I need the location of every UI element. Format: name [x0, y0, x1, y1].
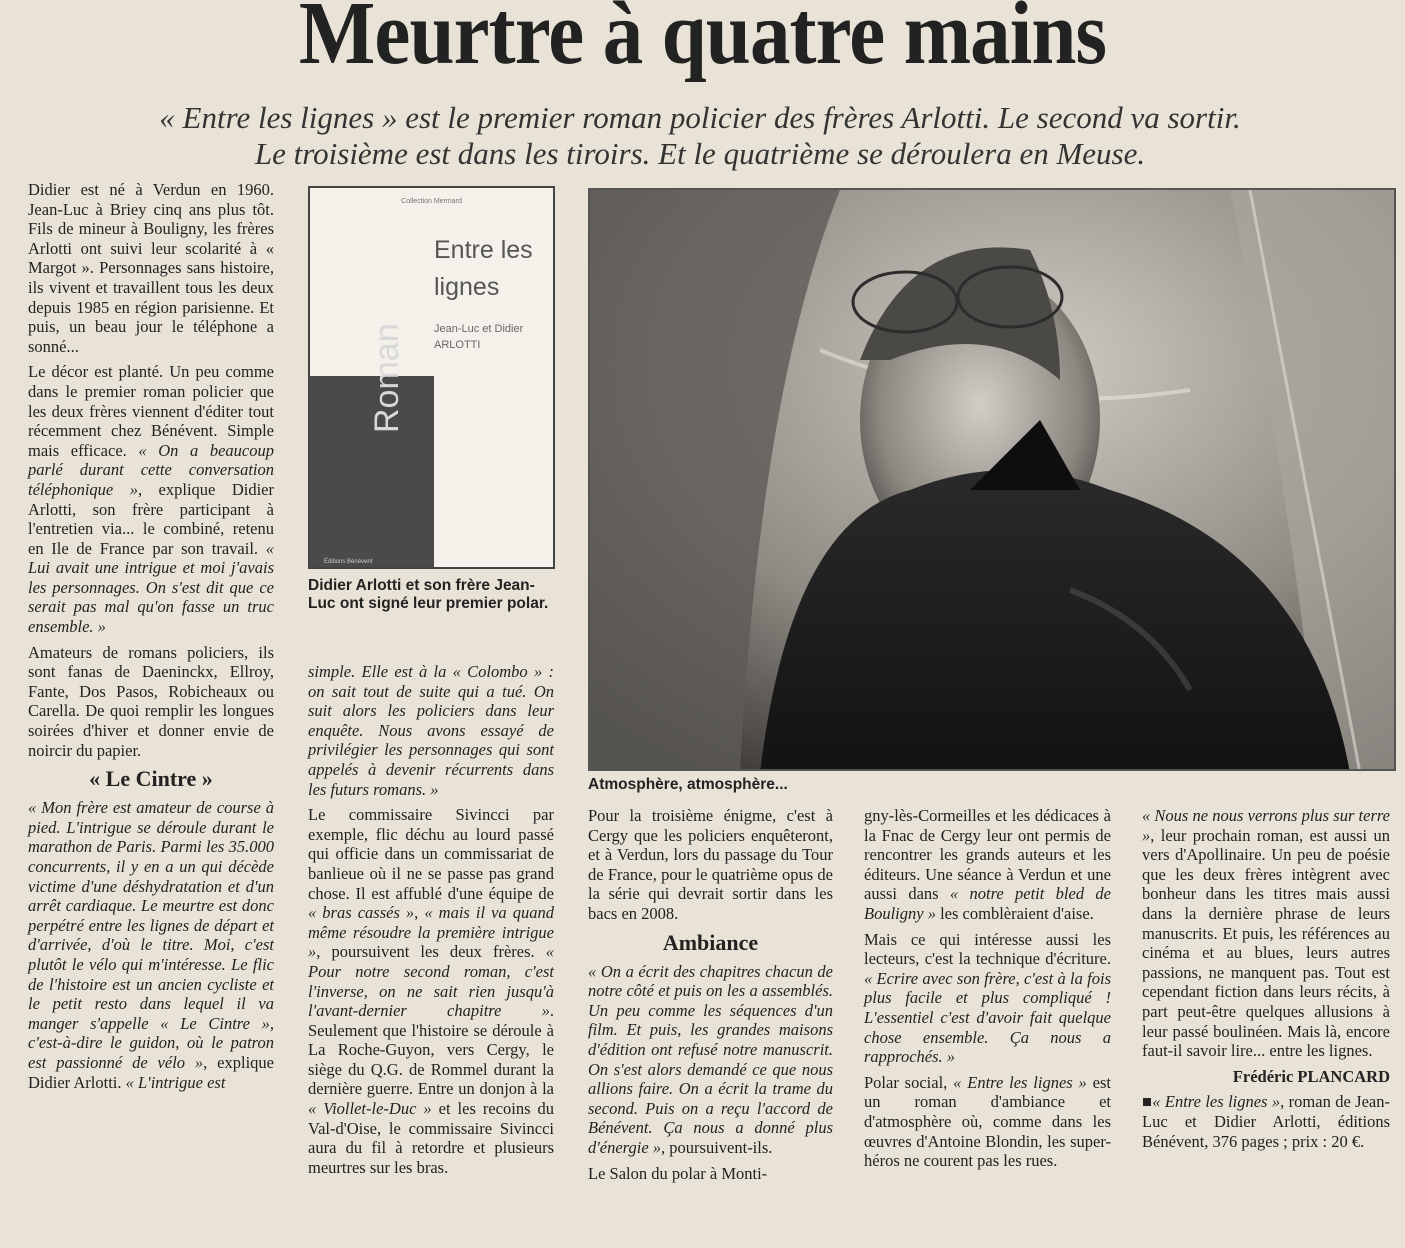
paragraph: Le commissaire Sivincci par exemple, flic déchu au lourd passé qui officie dans un commissariat de banlieue où il ne se passe pas grand chose. Il est affublé d'une équipe de « bras cassés », « mais il va quand même résoudre la première intrigue », poursuivent les deux frères. « Pour notre second roman, c'est l'inverse, on ne sait rien jusqu'à l'avant-dernier chapitre ». Seulement que l'histoire se déroule à La Roche-Guyon, vers Cergy, le siège du Q.G. de Rommel durant la dernière guerre. Entre un donjon à la « Viollet-le-Duc » et les recoins du Val-d'Oise, le commissaire Sivincci aura du fil à retordre et plusieurs meurtres sur les bras.	[308, 805, 554, 1177]
standfirst-line-1: « Entre les lignes » est le premier roman policier des frères Arlotti. Le second va sortir.	[159, 100, 1241, 135]
article-column-5	[1142, 806, 1390, 1157]
cover-collection: Collection Mermard	[401, 198, 462, 205]
paragraph: « Mon frère est amateur de course à pied. L'intrigue se déroule durant le marathon de Paris. Parmi les 35.000 concurrents, il y en a un qui décède victime d'une déshydratation et d'un arrêt cardiaque. Le meurtre est donc perpétré entre les lignes de départ et d'arrivée, d'où le titre. Moi, c'est plutôt le vélo qui m'intéresse. Le flic de l'histoire est un ancien cycliste et le petit resto dans lequel il va manger s'appelle « Le Cintre », c'est-à-dire le guidon, où le patron est passionné de vélo », explique Didier Arlotti. « L'intrigue est	[28, 798, 274, 1092]
portrait-photo-drawing	[590, 190, 1396, 771]
paragraph: Amateurs de romans policiers, ils sont fanas de Daeninckx, Ellroy, Fante, Dos Pasos, Robicheaux ou Carella. De quoi remplir les longues soirées d'hiver et donner envie de noircir du papier.	[28, 642, 274, 760]
book-note: ■« Entre les lignes », roman de Jean-Luc et Didier Arlotti, éditions Bénévent, 376 pages ; prix : 20 €.	[1142, 1092, 1390, 1151]
paragraph: gny-lès-Cormeilles et les dédicaces à la Fnac de Cergy leur ont permis de rencontrer les grands auteurs et les éditeurs. Une séance à Verdun et une aussi dans « notre petit bled de Bouligny » les comblèraient d'aise.	[864, 806, 1111, 923]
standfirst	[30, 100, 1370, 172]
photo-caption: Atmosphère, atmosphère...	[588, 776, 788, 793]
cover-caption: Didier Arlotti et son frère Jean-Luc ont signé leur premier polar.	[308, 577, 549, 612]
subheading: « Le Cintre »	[89, 766, 213, 792]
cover-publisher: Éditions Bénévent	[324, 559, 373, 565]
paragraph: Didier est né à Verdun en 1960. Jean-Luc à Briey cinq ans plus tôt. Fils de mineur à Bouligny, les frères Arlotti ont suivi leur scolarité à « Margot ». Personnages sans histoire, ils vivent et travaillent tous les deux depuis 1985 en région parisienne. Et puis, un beau jour le téléphone a sonné...	[28, 180, 274, 356]
standfirst-line-2: Le troisième est dans les tiroirs. Et le quatrième se déroulera en Meuse.	[254, 136, 1146, 171]
paragraph: « Nous ne nous verrons plus sur terre », leur prochain roman, est aussi un vers d'Apollinaire. Un peu de poésie que les deux frères intègrent avec bonheur dans les titres mais aussi dans la dernière phrase de leurs manuscrits. Et puis, les références au cinéma et au blues, leurs autres passions, ne manquent pas. Tout est cependant fiction dans leurs récits, à part peut-être quelques allusions à leur passé boulinéen. Mais là, encore faut-il savoir lire... entre les lignes.	[1142, 806, 1390, 1061]
paragraph: Le décor est planté. Un peu comme dans le premier roman policier que les deux frères viennent d'éditer tout récemment chez Bénévent. Simple mais efficace. « On a beaucoup parlé durant cette conversation téléphonique », explique Didier Arlotti, son frère participant à l'entretien via... le combiné, retenu en Ile de France par son travail. « Lui avait une intrigue et moi j'avais les personnages. On s'est dit que ce serait pas mal qu'on fasse un truc ensemble. »	[28, 362, 274, 637]
cover-genre: Roman	[368, 323, 406, 433]
cover-authors: Jean-Luc et Didier ARLOTTI	[434, 323, 524, 351]
book-cover-image	[308, 186, 555, 569]
paragraph: « On a écrit des chapitres chacun de notre côté et puis on les a assemblés. Un peu comme les séquences d'un film. Et puis, les grandes maisons d'édition ont refusé notre manuscrit. On s'est alors demandé ce que nous allions faire. On a écrit la trame du second. Puis on a reçu l'accord de Bénévent. Ça nous a donné plus d'énergie », poursuivent-ils.	[588, 961, 833, 1157]
article-column-4	[864, 806, 1111, 1177]
headline: Meurtre à quatre mains	[298, 0, 1107, 83]
cover-title: Entre les lignes	[434, 236, 533, 301]
article-column-3	[588, 806, 833, 1189]
paragraph: Polar social, « Entre les lignes » est un roman d'ambiance et d'atmosphère où, comme dans les œuvres d'Antoine Blondin, les super-héros ne courent pas les rues.	[864, 1072, 1111, 1171]
paragraph: Pour la troisième énigme, c'est à Cergy que les policiers enquêteront, et à Verdun, lors du passage du Tour de France, pour le quatrième opus de la série qui devrait sortir dans les bacs en 2008.	[588, 806, 833, 923]
paragraph: Mais ce qui intéresse aussi les lecteurs, c'est la technique d'écriture. « Ecrire avec son frère, c'est à la fois plus facile et plus compliqué ! L'essentiel c'est d'avoir fait quelque chose ensemble. Ça nous a rapprochés. »	[864, 929, 1111, 1067]
author-signature: Frédéric PLANCARD	[1232, 1066, 1390, 1086]
article-column-1	[28, 180, 274, 1098]
note-marker: ■	[1142, 1092, 1153, 1112]
portrait-photo	[588, 188, 1396, 771]
paragraph: Le Salon du polar à Monti-	[588, 1163, 768, 1183]
paragraph: simple. Elle est à la « Colombo » : on sait tout de suite qui a tué. On suit alors les policiers dans leur enquête. Nous avons essayé de privilégier les personnages qui sont appelés à devenir récurrents dans les futurs romans. »	[308, 662, 554, 799]
article-column-2	[308, 662, 554, 1183]
subheading: Ambiance	[662, 929, 759, 955]
